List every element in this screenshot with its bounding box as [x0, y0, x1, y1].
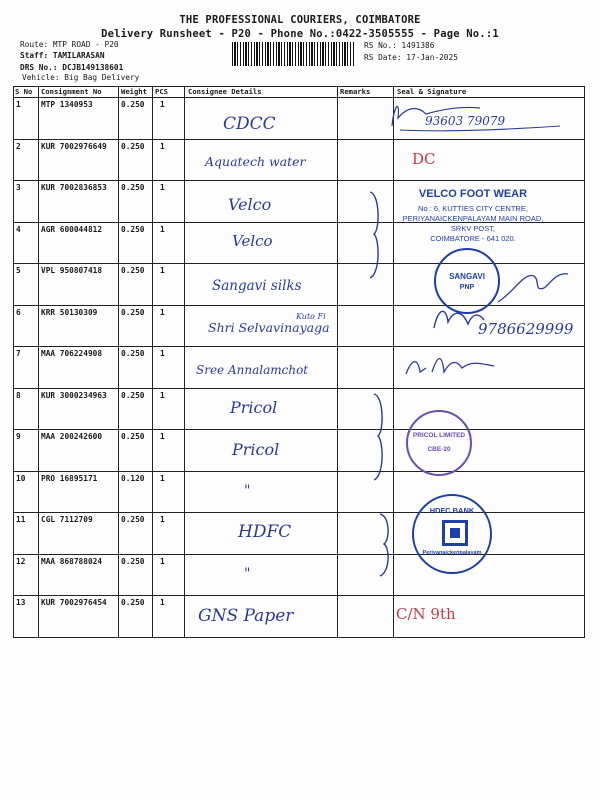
pricol-stamp: PRICOL LIMITED CBE-20 [406, 410, 472, 476]
pcs-cell: 1 [160, 556, 165, 566]
vehicle-text: Vehicle: Big Bag Delivery [22, 73, 140, 82]
hdfc-logo-icon [442, 520, 468, 546]
signature-5 [494, 262, 574, 312]
weight-cell: 0.250 [121, 307, 145, 317]
col-header-consignment: Consignment No [41, 87, 102, 96]
consignment-cell: MTP 1340953 [41, 100, 93, 109]
pcs-cell: 1 [160, 432, 165, 441]
drs-number: DCJB149138601 [62, 63, 124, 72]
sno-cell: 9 [16, 432, 21, 441]
consignee-handwriting-5: Sangavi silks [212, 278, 302, 294]
consignee-handwriting-11: HDFC [238, 522, 292, 542]
signature-6-phone: 9786629999 [478, 320, 574, 338]
route-text: Route: MTP ROAD - P20 [20, 40, 119, 49]
weight-cell: 0.250 [121, 183, 145, 192]
runsheet-subtitle: Delivery Runsheet - P20 - Phone No.:0422-3505555 - Page No.:1 [101, 28, 499, 40]
signature-1-number: 93603 79079 [425, 114, 506, 128]
sno-cell: 12 [16, 556, 26, 566]
consignment-cell: KUR 3000234963 [41, 390, 107, 400]
col-header-seal: Seal & Signature [397, 87, 467, 96]
rs-number: RS No.: 1491386 [364, 41, 435, 50]
pcs-cell: 1 [160, 473, 165, 483]
consignee-handwriting-4: Velco [232, 232, 273, 250]
pcs-cell: 1 [160, 349, 165, 358]
consignee-handwriting-2: Aquatech water [205, 154, 306, 169]
drs-row: DRS No.: DCJB149138601 [20, 63, 124, 72]
consignment-cell: KUR 7002976454 [41, 598, 107, 607]
table-row-divider [13, 637, 585, 638]
pcs-cell: 1 [160, 224, 165, 234]
weight-cell: 0.250 [121, 432, 145, 441]
sno-cell: 10 [16, 473, 26, 483]
consignee-handwriting-13: GNS Paper [198, 606, 294, 626]
consignment-cell: MAA 200242600 [41, 432, 103, 441]
col-header-remarks: Remarks [340, 87, 371, 96]
signature-7 [402, 348, 502, 382]
sno-cell: 3 [16, 183, 21, 192]
sno-cell: 7 [16, 349, 21, 358]
col-header-weight: Weight [121, 87, 147, 96]
col-header-sno: S No [15, 87, 33, 96]
weight-cell: 0.120 [121, 473, 145, 483]
signature-6-note: Kuto Fi [296, 312, 326, 321]
table-row-divider [13, 595, 585, 596]
bracket-rows-8-10 [372, 392, 386, 482]
consignee-handwriting-10: " [244, 483, 251, 499]
consignee-handwriting-7: Sree Annalamchot [196, 363, 309, 377]
sno-cell: 8 [16, 390, 21, 400]
barcode [232, 42, 354, 66]
consignment-cell: CGL 7112709 [41, 515, 93, 524]
weight-cell: 0.250 [121, 598, 145, 607]
pcs-cell: 1 [160, 515, 165, 524]
pcs-cell: 1 [160, 141, 165, 151]
weight-cell: 0.250 [121, 515, 145, 524]
weight-cell: 0.250 [121, 349, 145, 358]
sno-cell: 1 [16, 100, 21, 109]
staff-row: Staff: TAMILARASAN [20, 51, 105, 60]
consignment-cell: MAA 706224908 [41, 349, 103, 358]
table-row-divider [13, 512, 585, 513]
table-row-divider [13, 346, 585, 347]
consignee-handwriting-8: Pricol [230, 398, 278, 417]
pcs-cell: 1 [160, 598, 165, 607]
table-row-divider [13, 429, 585, 430]
col-header-consignee: Consignee Details [188, 87, 262, 96]
table-row-divider [13, 139, 585, 140]
consignment-cell: KUR 7002836853 [41, 183, 107, 192]
sno-cell: 11 [16, 515, 26, 524]
consignment-cell: VPL 950807418 [41, 266, 103, 275]
col-header-pcs: PCS [155, 87, 168, 96]
pcs-cell: 1 [160, 183, 165, 192]
signature-2-initials: DC [412, 150, 436, 168]
table-row-divider [13, 554, 585, 555]
bracket-rows-3-4 [368, 190, 382, 280]
consignee-handwriting-3: Velco [228, 195, 272, 214]
table-row-divider [13, 388, 585, 389]
sno-cell: 6 [16, 307, 21, 317]
sno-cell: 13 [16, 598, 26, 607]
consignment-cell: PRO 16895171 [41, 473, 98, 483]
weight-cell: 0.250 [121, 224, 145, 234]
weight-cell: 0.250 [121, 390, 145, 400]
staff-name: TAMILARASAN [52, 51, 105, 60]
consignment-cell: MAA 868788024 [41, 556, 103, 566]
weight-cell: 0.250 [121, 266, 145, 275]
table-row-divider [13, 471, 585, 472]
weight-cell: 0.250 [121, 100, 145, 109]
consignment-cell: KRR 50130309 [41, 307, 98, 317]
pcs-cell: 1 [160, 266, 165, 275]
consignee-handwriting-9: Pricol [232, 440, 280, 459]
company-title: THE PROFESSIONAL COURIERS, COIMBATORE [179, 14, 421, 26]
hdfc-stamp: HDFC BANK Periyanaickenpalayam [412, 494, 492, 574]
consignee-handwriting-1: CDCC [223, 114, 276, 134]
pcs-cell: 1 [160, 307, 165, 317]
bracket-rows-11-12 [378, 512, 392, 578]
weight-cell: 0.250 [121, 556, 145, 566]
sno-cell: 2 [16, 141, 21, 151]
sangavi-stamp: SANGAVI PNP [434, 248, 500, 314]
signature-13-note: C/N 9th [396, 605, 456, 623]
sno-cell: 4 [16, 224, 21, 234]
table-row-divider [13, 180, 585, 181]
sno-cell: 5 [16, 266, 21, 275]
consignee-handwriting-12: " [244, 566, 251, 582]
consignment-cell: AGR 600044812 [41, 224, 103, 234]
pcs-cell: 1 [160, 100, 165, 109]
weight-cell: 0.250 [121, 141, 145, 151]
consignment-cell: KUR 7002976649 [41, 141, 107, 151]
pcs-cell: 1 [160, 390, 165, 400]
consignee-handwriting-6: Shri Selvavinayaga [208, 320, 330, 335]
rs-date: RS Date: 17-Jan-2025 [364, 53, 458, 62]
